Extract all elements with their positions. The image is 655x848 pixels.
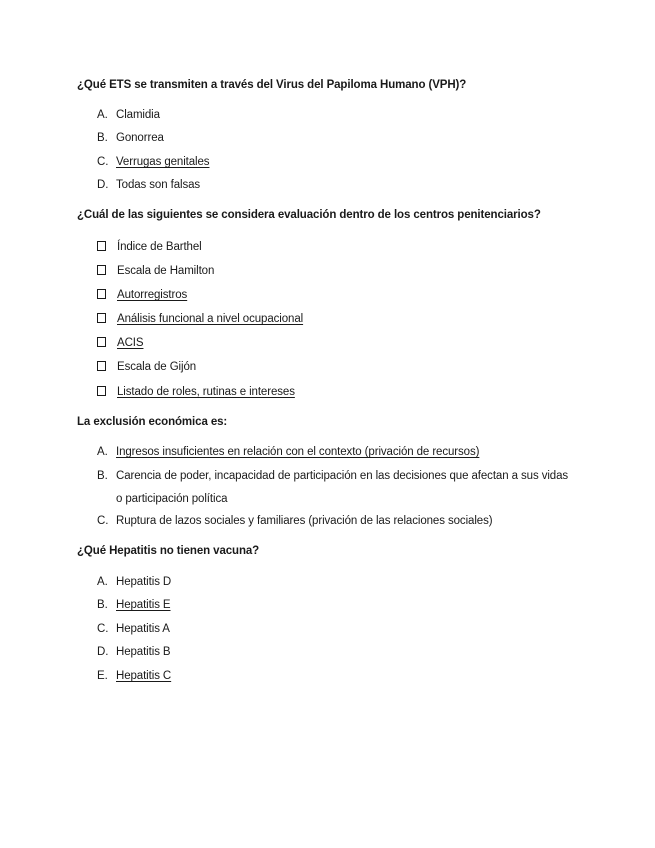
q2-option-3 xyxy=(97,288,187,302)
option-text: Hepatitis A xyxy=(116,623,170,635)
q2-option-5 xyxy=(97,336,143,350)
option-text: Hepatitis B xyxy=(116,646,171,658)
option-marker: A. xyxy=(97,109,108,121)
question-3-title: La exclusión económica es: xyxy=(77,416,228,428)
option-text-correct: Hepatitis C xyxy=(116,670,172,682)
checkbox-icon xyxy=(97,313,106,323)
option-text-correct: Listado de roles, rutinas e intereses xyxy=(117,386,295,398)
option-text-correct: Hepatitis E xyxy=(116,599,171,611)
checkbox-icon xyxy=(97,337,106,347)
q4-option-a xyxy=(97,575,171,589)
option-text-correct: Verrugas genitales xyxy=(116,156,210,168)
q4-option-e xyxy=(97,669,171,683)
option-marker: C. xyxy=(97,623,109,635)
option-text-correct: Ingresos insuficientes en relación con el contexto (privación de recursos) xyxy=(116,446,480,458)
option-marker: A. xyxy=(97,446,108,458)
checkbox-icon xyxy=(97,289,106,299)
option-marker: B. xyxy=(97,132,108,144)
option-text: Escala de Hamilton xyxy=(117,265,215,277)
option-text: Clamidia xyxy=(116,109,160,121)
q4-option-b xyxy=(97,598,171,612)
option-marker: D. xyxy=(97,646,109,658)
option-text: Hepatitis D xyxy=(116,576,172,588)
checkbox-icon xyxy=(97,241,106,251)
q1-option-a xyxy=(97,108,160,122)
q2-option-7 xyxy=(97,385,295,399)
q2-option-4 xyxy=(97,312,303,326)
q1-option-b xyxy=(97,131,164,145)
q3-option-c xyxy=(97,514,492,528)
option-marker: C. xyxy=(97,156,109,168)
option-text: Gonorrea xyxy=(116,132,164,144)
option-marker: B. xyxy=(97,470,108,482)
q2-option-6 xyxy=(97,360,196,374)
option-text: Carencia de poder, incapacidad de participación en las decisiones que afectan a sus vidas xyxy=(116,470,569,482)
q3-option-b xyxy=(97,469,568,483)
option-text: Índice de Barthel xyxy=(117,241,202,253)
checkbox-icon xyxy=(97,265,106,275)
option-text-correct: ACIS xyxy=(117,337,144,349)
option-text: Ruptura de lazos sociales y familiares (privación de las relaciones sociales) xyxy=(116,515,493,527)
q4-option-d xyxy=(97,645,171,659)
q1-option-c xyxy=(97,155,209,169)
option-marker: D. xyxy=(97,179,109,191)
option-text-correct: Autorregistros xyxy=(117,289,188,301)
q2-option-1 xyxy=(97,240,202,254)
q1-option-d xyxy=(97,178,200,192)
checkbox-icon xyxy=(97,361,106,371)
question-4-title: ¿Qué Hepatitis no tienen vacuna? xyxy=(77,545,260,557)
option-marker: C. xyxy=(97,515,109,527)
option-text-correct: Análisis funcional a nivel ocupacional xyxy=(117,313,304,325)
option-text: Todas son falsas xyxy=(116,179,201,191)
option-text: Escala de Gijón xyxy=(117,361,197,373)
option-marker: E. xyxy=(97,670,108,682)
option-marker: A. xyxy=(97,576,108,588)
question-1-title: ¿Qué ETS se transmiten a través del Virus del Papiloma Humano (VPH)? xyxy=(77,79,467,91)
q4-option-c xyxy=(97,622,170,636)
q3-option-b-continuation: o participación política xyxy=(116,493,228,505)
q2-option-2 xyxy=(97,264,214,278)
checkbox-icon xyxy=(97,386,106,396)
q3-option-a xyxy=(97,445,479,459)
option-marker: B. xyxy=(97,599,108,611)
question-2-title: ¿Cuál de las siguientes se considera evaluación dentro de los centros penitenciarios? xyxy=(77,209,541,221)
